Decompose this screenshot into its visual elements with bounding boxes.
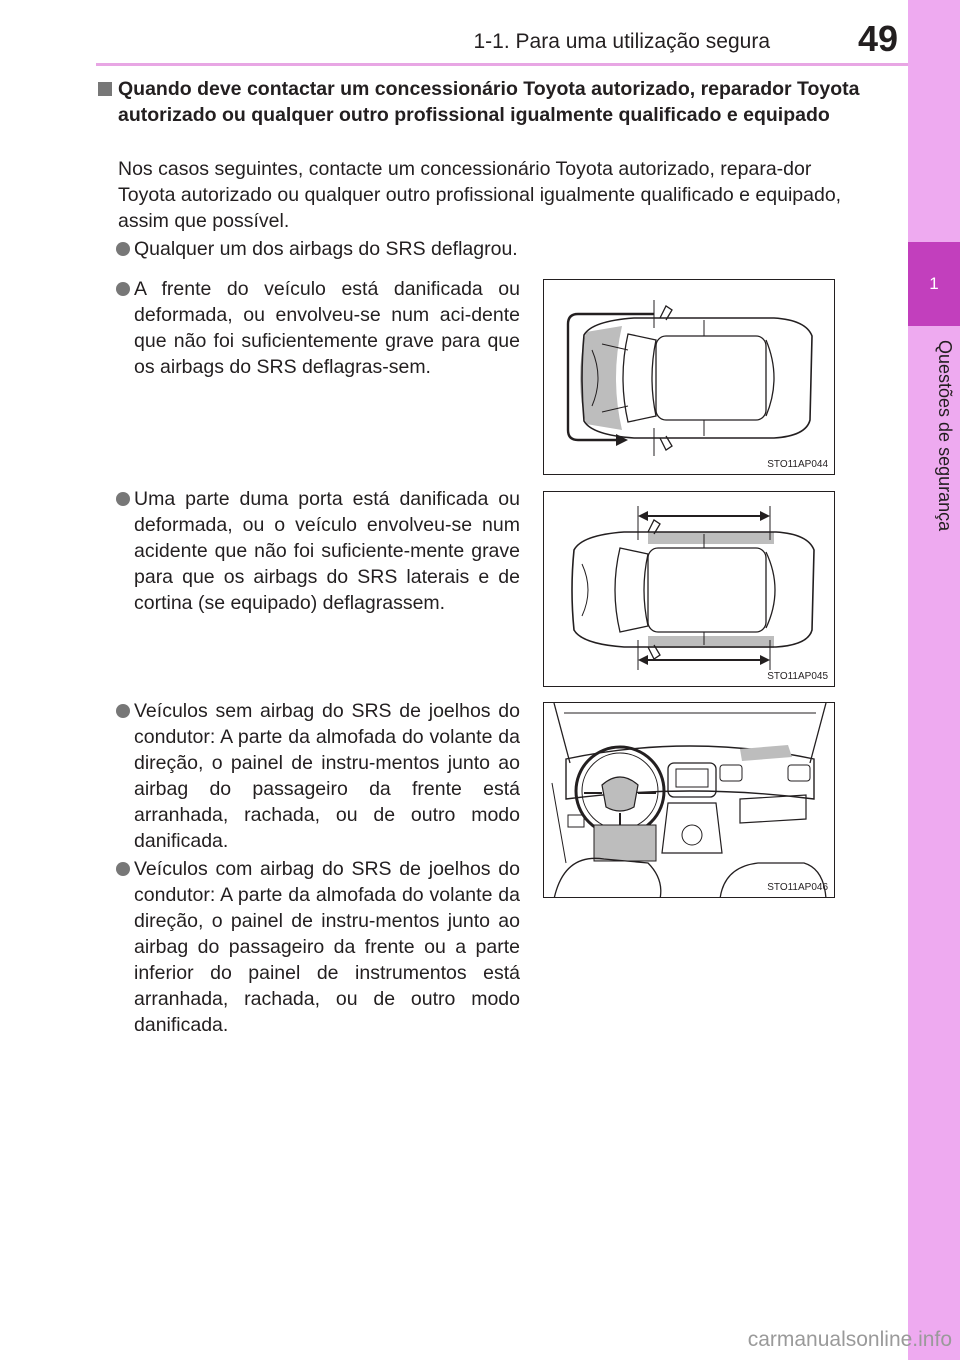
figure-dashboard [543, 702, 835, 898]
chapter-title: Questões de segurança [935, 340, 955, 532]
bullet-item [116, 856, 520, 1038]
section-heading-text: Quando deve contactar um concessionário Toyota autorizado, reparador Toyota autorizado ou qualquer outro profissional igualmente qualificado e equipado [118, 78, 860, 126]
bullet-dot [116, 492, 130, 506]
figure-code: STO11AP046 [767, 882, 828, 893]
watermark: carmanualsonline.info [747, 1328, 952, 1351]
bullet-dot [116, 242, 130, 256]
bullet-item [116, 276, 520, 380]
figure-code: STO11AP044 [767, 459, 828, 470]
bullet-text: Uma parte duma porta está danificada ou deformada, ou o veículo envolveu-se num acidente que não foi suficiente-mente grave para que os airbags do SRS laterais e de cortina (se equipado) deflagrassem. [134, 488, 520, 614]
side-tab [908, 0, 960, 1360]
page-number: 49 [857, 18, 898, 59]
bullet-item [116, 486, 520, 616]
bullet-text: Veículos com airbag do SRS de joelhos do condutor: A parte da almofada do volante da direção, o painel de instru-mentos junto ao airbag do passageiro da frente ou a parte inferior do painel de instrumentos está arranhada, rachada, ou de outro modo danificada. [134, 858, 520, 1036]
figure-side-damage [543, 491, 835, 687]
figure-code: STO11AP045 [767, 671, 828, 682]
bullet-text: Qualquer um dos airbags do SRS deflagrou. [134, 238, 518, 260]
bullet-text: Veículos sem airbag do SRS de joelhos do condutor: A parte da almofada do volante da direção, o painel de instru-mentos junto ao airbag do passageiro da frente está arranhada, rachada, ou de outro modo danificada. [134, 700, 520, 852]
figure-front-damage [543, 279, 835, 475]
bullet-item [116, 698, 520, 854]
running-header: 1-1. Para uma utilização segura [473, 30, 770, 53]
bullet-dot [116, 704, 130, 718]
intro-paragraph: Nos casos seguintes, contacte um concessionário Toyota autorizado, repara-dor Toyota autorizado ou qualquer outro profissional igualmente qualificado e equipado, assim que possível. [118, 158, 842, 232]
header-rule [96, 63, 908, 66]
dashboard-illustration [544, 703, 835, 898]
car-top-view-side-illustration [544, 492, 835, 687]
heading-square-marker [98, 82, 112, 96]
car-top-view-front-illustration [544, 280, 835, 475]
chapter-number: 1 [929, 274, 939, 293]
bullet-text: A frente do veículo está danificada ou deformada, ou envolveu-se num aci-dente que não foi suficientemente grave para que os airbags do SRS deflagras-sem. [134, 278, 520, 378]
bullet-item [116, 236, 816, 262]
section-heading [98, 76, 868, 128]
bullet-dot [116, 862, 130, 876]
bullet-dot [116, 282, 130, 296]
chapter-number-box [908, 242, 960, 326]
